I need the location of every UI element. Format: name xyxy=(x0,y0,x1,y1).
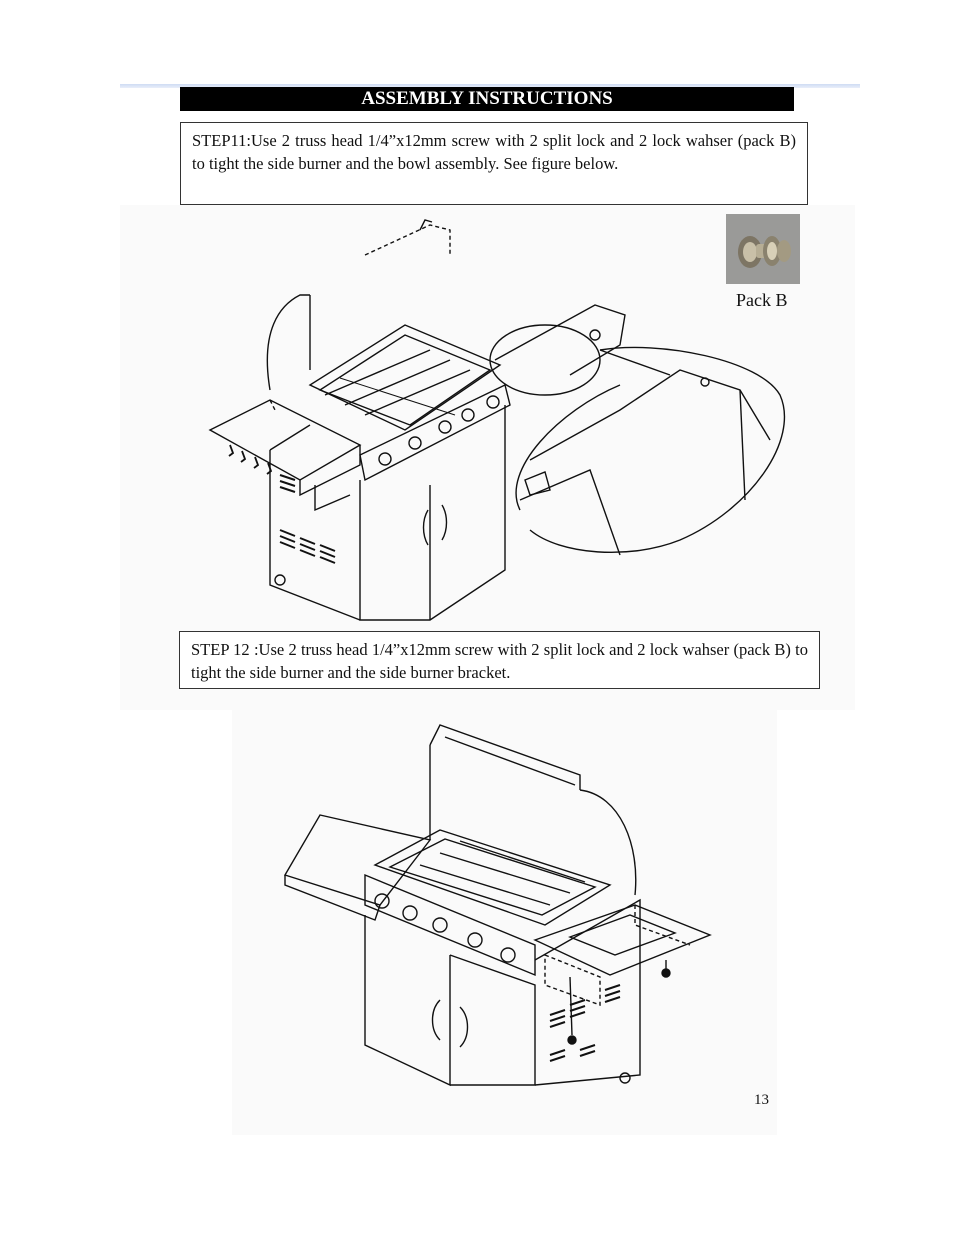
step-12-grill-figure xyxy=(280,715,720,1090)
page-number: 13 xyxy=(754,1092,769,1108)
step-11-instructions: STEP11:Use 2 truss head 1/4”x12mm screw with 2 split lock and 2 lock wahser (pack B) to tight the side burner and the bowl assembly. See figure below. xyxy=(180,122,808,205)
step-12-instructions: STEP 12 :Use 2 truss head 1/4”x12mm screw with 2 split lock and 2 lock wahser (pack B) to tight the side burner and the side burner bracket. xyxy=(179,631,820,689)
pack-b-label: Pack B xyxy=(736,290,788,310)
step-11-grill-figure xyxy=(200,210,800,625)
page-title: ASSEMBLY INSTRUCTIONS xyxy=(180,87,794,111)
